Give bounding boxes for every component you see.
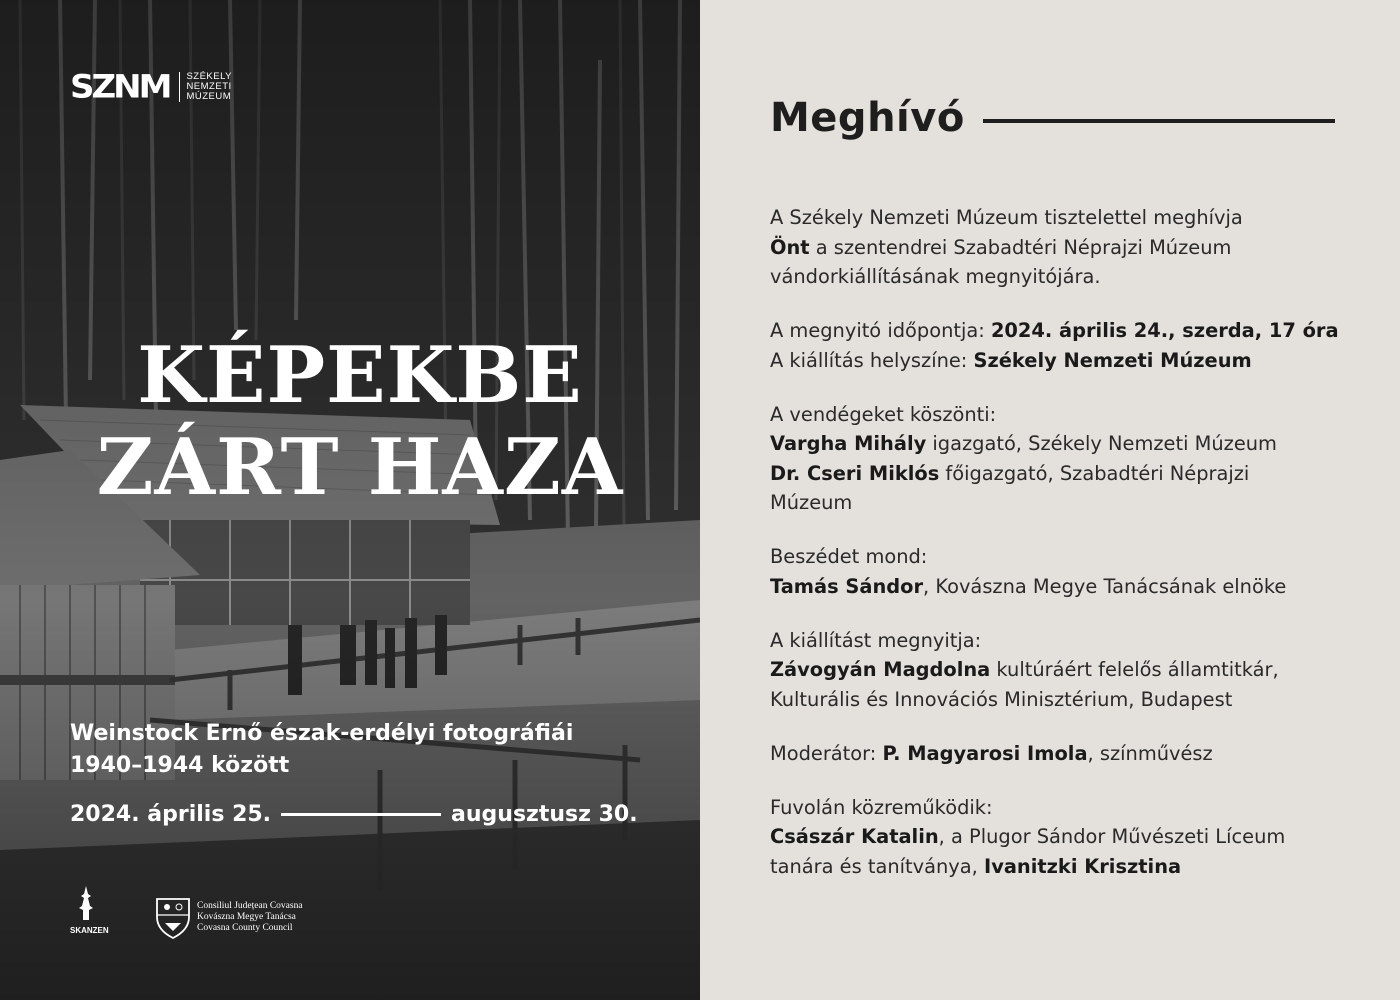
- flutist-role: tanára és tanítványa,: [770, 854, 984, 878]
- moderator-paragraph: [770, 739, 1370, 769]
- exhibition-dates: [70, 802, 650, 827]
- greeter-role: főigazgató, Szabadtéri Néprajzi: [939, 461, 1250, 485]
- greeter-name: Vargha Mihály: [770, 432, 927, 455]
- council-line: Kovászna Megye Tanácsa: [197, 911, 296, 922]
- subtitle-line: 1940–1944 között: [70, 753, 290, 778]
- moderator-role: , színművész: [1087, 741, 1213, 765]
- speech-paragraph: [770, 542, 1370, 601]
- title-line: KÉPEKBE: [137, 330, 583, 421]
- subtitle-line: Weinstock Ernő észak-erdélyi fotográfiái: [70, 721, 574, 746]
- intro-text: A Székely Nemzeti Múzeum tisztelettel meghívja: [770, 206, 1243, 229]
- opening-time-label: A megnyitó időpontja:: [770, 319, 991, 342]
- greeter-name: Dr. Cseri Miklós: [770, 461, 940, 485]
- flutist-name: Császár Katalin: [770, 825, 939, 848]
- invitation-panel: [700, 0, 1400, 1000]
- speaker-name: Tamás Sándor: [770, 574, 924, 598]
- title-line: ZÁRT HAZA: [96, 422, 624, 513]
- museum-logo-text: [179, 72, 232, 102]
- greeter-role: igazgató, Székely Nemzeti Múzeum: [926, 432, 1277, 455]
- flutist-role: , a Plugor Sándor Művészeti Líceum: [938, 825, 1286, 848]
- logo-line: SZÉKELY: [186, 71, 233, 82]
- skanzen-logo: [70, 886, 109, 935]
- speaker-role: , Kovászna Megye Tanácsának elnöke: [923, 574, 1287, 598]
- opener-label: A kiállítást megnyitja:: [770, 628, 982, 652]
- greeting-paragraph: [770, 400, 1370, 518]
- intro-text: a szentendrei Szabadtéri Néprajzi Múzeum: [809, 235, 1232, 259]
- flute-label: Fuvolán közreműködik:: [770, 795, 993, 819]
- date-range-divider: [281, 813, 441, 816]
- greeting-label: A vendégeket köszönti:: [770, 402, 997, 426]
- logo-line: NEMZETI: [186, 81, 232, 92]
- logo-line: MÚZEUM: [186, 91, 232, 102]
- skanzen-label: SKANZEN: [70, 926, 109, 935]
- council-line: Covasna County Council: [197, 922, 293, 933]
- invitation-heading: [770, 95, 1335, 141]
- greeter-role: Múzeum: [770, 491, 853, 514]
- council-logo: [155, 895, 303, 939]
- opener-paragraph: [770, 626, 1370, 715]
- date-start: 2024. április 25.: [70, 802, 272, 827]
- intro-paragraph: [770, 203, 1370, 292]
- invitation-body: [770, 203, 1370, 906]
- exhibition-subtitle: [70, 718, 573, 782]
- opening-time-value: 2024. április 24., szerda, 17 óra: [990, 319, 1339, 342]
- opener-role: kultúráért felelős államtitkár,: [990, 658, 1279, 681]
- council-line: Consiliul Județean Covasna: [197, 900, 303, 911]
- opening-place-value: Székely Nemzeti Múzeum: [973, 348, 1252, 372]
- museum-logo: [70, 70, 232, 104]
- flute-paragraph: [770, 793, 1370, 882]
- opener-role: Kulturális és Innovációs Minisztérium, Budapest: [770, 687, 1233, 711]
- opening-place-label: A kiállítás helyszíne:: [770, 348, 974, 372]
- speech-label: Beszédet mond:: [770, 545, 928, 568]
- tower-icon: [75, 886, 97, 924]
- moderator-label: Moderátor:: [770, 741, 883, 765]
- coat-of-arms-icon: [155, 895, 191, 939]
- opening-paragraph: [770, 316, 1370, 375]
- heading-rule: [983, 119, 1335, 123]
- museum-logo-mark: SZNM: [70, 68, 170, 106]
- intro-recipient: Önt: [770, 235, 810, 259]
- intro-text: vándorkiállításának megnyitójára.: [770, 265, 1101, 288]
- council-name: [197, 901, 303, 934]
- flutist-name: Ivanitzki Krisztina: [983, 854, 1182, 878]
- opener-name: Závogyán Magdolna: [770, 658, 991, 681]
- moderator-name: P. Magyarosi Imola: [882, 741, 1088, 765]
- exhibition-title: [0, 330, 700, 514]
- date-end: augusztusz 30.: [451, 802, 638, 827]
- heading-title: Meghívó: [770, 95, 965, 141]
